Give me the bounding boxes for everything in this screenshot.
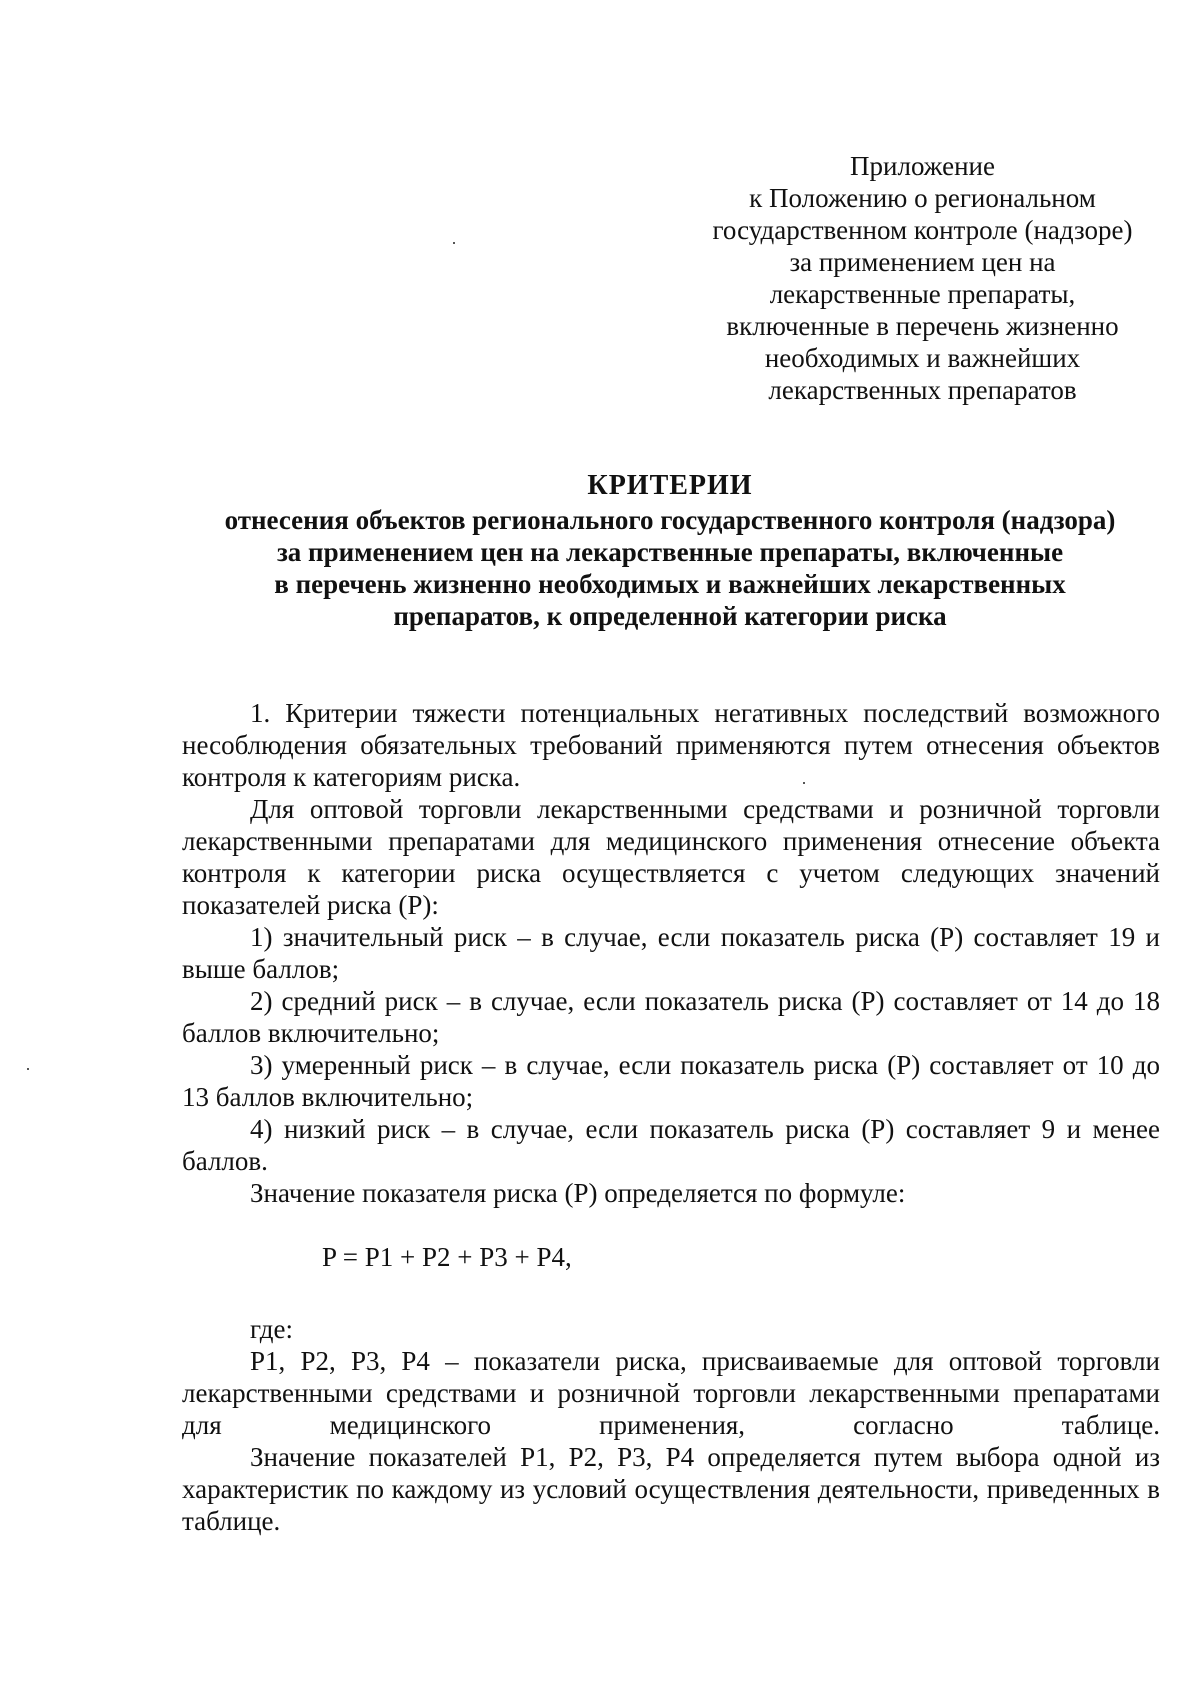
scan-speck [27,1068,29,1070]
document-title [150,470,1190,632]
where-label: где: [250,1314,293,1344]
appendix-line: включенные в перечень жизненно [726,311,1119,341]
risk-item-2: 2) средний риск – в случае, если показатель риска (P) составляет от 14 до 18 баллов включительно; [182,986,1160,1048]
appendix-line: к Положению о региональном [749,183,1096,213]
title-line: за применением цен на лекарственные препараты, включенные [276,537,1064,567]
appendix-header [695,150,1150,406]
paragraph-1: 1. Критерии тяжести потенциальных негативных последствий возможного несоблюдения обязательных требований применяются путем отнесения объектов контроля к категориям риска. [182,698,1160,792]
title-main: КРИТЕРИИ [587,470,753,501]
appendix-line: Приложение [850,151,995,181]
risk-item-1: 1) значительный риск – в случае, если показатель риска (P) составляет 19 и выше баллов; [182,922,1160,984]
appendix-line: государственном контроле (надзоре) [712,215,1133,245]
appendix-line: необходимых и важнейших [764,343,1081,373]
risk-item-4: 4) низкий риск – в случае, если показатель риска (P) составляет 9 и менее баллов. [182,1114,1160,1176]
paragraph-2: Для оптовой торговли лекарственными средствами и розничной торговли лекарственными препаратами для медицинского применения отнесение объекта контроля к категории риска осуществляется с учетом следующих значений показателей риска (P): [182,794,1160,920]
title-line: отнесения объектов регионального государственного контроля (надзора) [224,505,1116,535]
paragraph-definitions: P1, P2, P3, P4 – показатели риска, присваиваемые для оптовой торговли лекарственными средствами и розничной торговли лекарственными препаратами для медицинского применения, согласно таблице. [182,1346,1160,1440]
title-line: препаратов, к определенной категории риска [393,601,947,631]
appendix-line: за применением цен на [789,247,1056,277]
document-body [182,697,1160,1537]
appendix-line: лекарственные препараты, [769,279,1076,309]
risk-item-3: 3) умеренный риск – в случае, если показатель риска (P) составляет от 10 до 13 баллов включительно; [182,1050,1160,1112]
formula: P = P1 + P2 + P3 + P4, [322,1242,572,1272]
appendix-line: лекарственных препаратов [768,375,1077,405]
title-line: в перечень жизненно необходимых и важнейших лекарственных [274,569,1066,599]
scan-speck [453,242,455,244]
formula-intro: Значение показателя риска (P) определяется по формуле: [250,1178,906,1208]
paragraph-last: Значение показателей P1, P2, P3, P4 определяется путем выбора одной из характеристик по каждому из условий осуществления деятельности, приведенных в таблице. [182,1442,1160,1536]
